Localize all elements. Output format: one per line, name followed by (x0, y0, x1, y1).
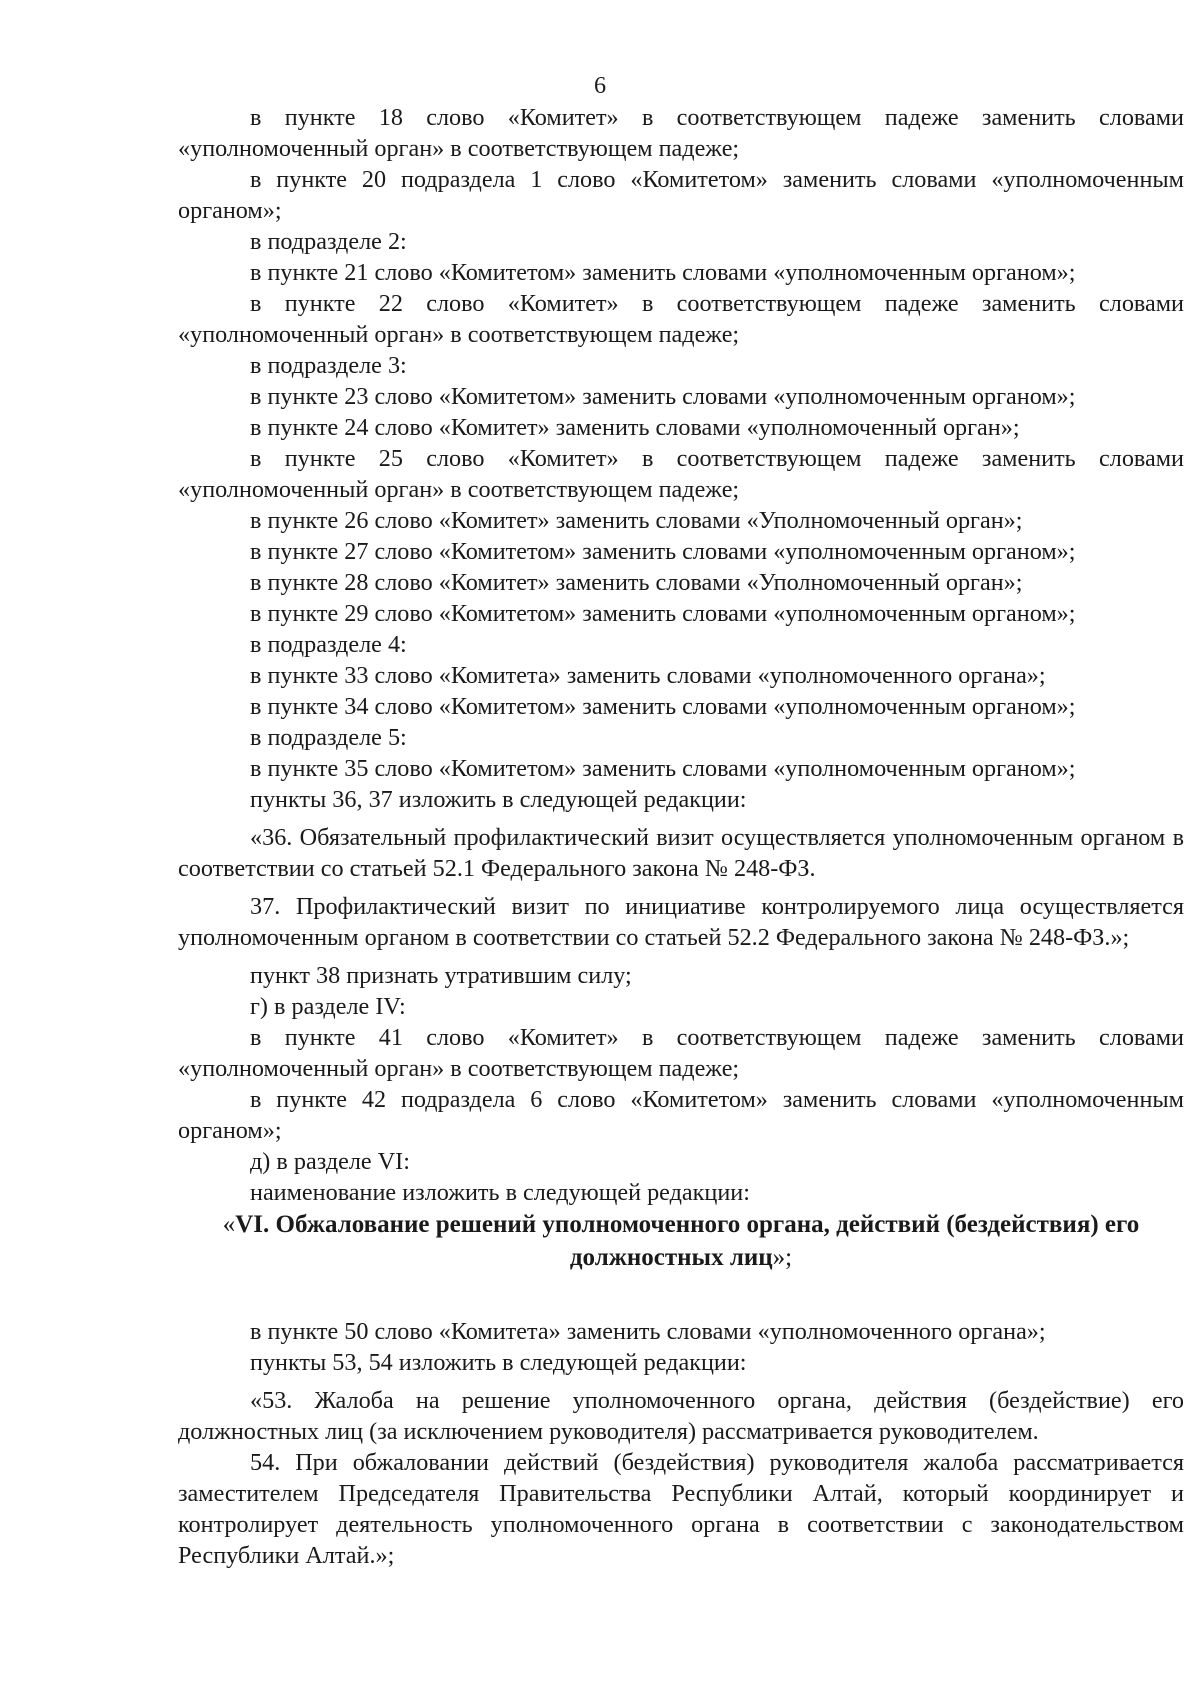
paragraph: в подразделе 2: (250, 228, 407, 255)
heading-close-quote: »; (772, 1244, 793, 1271)
paragraph: в пункте 33 слово «Комитета» заменить словами «уполномоченного органа»; (250, 662, 1046, 689)
heading-title: VI. Обжалование решений уполномоченного органа, действий (бездействия) его должностных лиц (235, 1211, 1140, 1271)
paragraph: в пункте 42 подраздела 6 слово «Комитетом» заменить словами «уполномоченным органом»; (178, 1086, 1184, 1144)
paragraph: в пункте 18 слово «Комитет» в соответствующем падеже заменить словами «уполномоченный орган» в соответствующем падеже; (178, 104, 1184, 162)
page-number: 6 (593, 72, 607, 99)
heading-open-quote: « (222, 1211, 236, 1238)
paragraph: в пункте 29 слово «Комитетом» заменить словами «уполномоченным органом»; (250, 600, 1076, 627)
paragraph: в пункте 35 слово «Комитетом» заменить словами «уполномоченным органом»; (250, 755, 1076, 782)
paragraph: г) в разделе IV: (250, 993, 406, 1020)
paragraph: пункт 38 признать утратившим силу; (250, 962, 632, 989)
paragraph: в пункте 28 слово «Комитет» заменить словами «Уполномоченный орган»; (250, 569, 1023, 596)
paragraph: в пункте 41 слово «Комитет» в соответствующем падеже заменить словами «уполномоченный орган» в соответствующем падеже; (178, 1024, 1184, 1082)
paragraph: в пункте 23 слово «Комитетом» заменить словами «уполномоченным органом»; (250, 383, 1076, 410)
paragraph: в пункте 27 слово «Комитетом» заменить словами «уполномоченным органом»; (250, 538, 1076, 565)
paragraph: в пункте 20 подраздела 1 слово «Комитетом» заменить словами «уполномоченным органом»; (178, 166, 1184, 224)
paragraph: в пункте 22 слово «Комитет» в соответствующем падеже заменить словами «уполномоченный орган» в соответствующем падеже; (178, 290, 1184, 348)
paragraph: в подразделе 3: (250, 352, 407, 379)
paragraph: в подразделе 5: (250, 724, 407, 751)
paragraph: в пункте 26 слово «Комитет» заменить словами «Уполномоченный орган»; (250, 507, 1023, 534)
quoted-paragraph: «53. Жалоба на решение уполномоченного органа, действия (бездействие) его должностных лиц (за исключением руководителя) рассматривается руководителем. (178, 1387, 1184, 1445)
quoted-paragraph: 37. Профилактический визит по инициативе контролируемого лица осуществляется уполномоченным органом в соответствии со статьей 52.2 Федерального закона № 248-ФЗ.»; (178, 893, 1184, 951)
document-body (178, 102, 1184, 1571)
paragraph: в пункте 34 слово «Комитетом» заменить словами «уполномоченным органом»; (250, 693, 1076, 720)
paragraph: д) в разделе VI: (250, 1148, 410, 1175)
quoted-paragraph: 54. При обжаловании действий (бездействия) руководителя жалоба рассматривается заместителем Председателя Правительства Республики Алтай, который координирует и контролирует деятельность уполномоченного органа в соответствии с законодательством Республики Алтай.»; (178, 1449, 1184, 1569)
paragraph: в пункте 25 слово «Комитет» в соответствующем падеже заменить словами «уполномоченный орган» в соответствующем падеже; (178, 445, 1184, 503)
paragraph: пункты 36, 37 изложить в следующей редакции: (250, 786, 747, 813)
paragraph: в пункте 24 слово «Комитет» заменить словами «уполномоченный орган»; (250, 414, 1020, 441)
paragraph: наименование изложить в следующей редакции: (250, 1179, 750, 1206)
paragraph: в пункте 50 слово «Комитета» заменить словами «уполномоченного органа»; (250, 1318, 1046, 1345)
paragraph: в подразделе 4: (250, 631, 407, 658)
paragraph: в пункте 21 слово «Комитетом» заменить словами «уполномоченным органом»; (250, 259, 1076, 286)
quoted-paragraph: «36. Обязательный профилактический визит осуществляется уполномоченным органом в соответствии со статьей 52.1 Федерального закона № 248-ФЗ. (178, 824, 1184, 882)
paragraph: пункты 53, 54 изложить в следующей редакции: (250, 1349, 747, 1376)
section-heading (178, 1208, 1184, 1274)
